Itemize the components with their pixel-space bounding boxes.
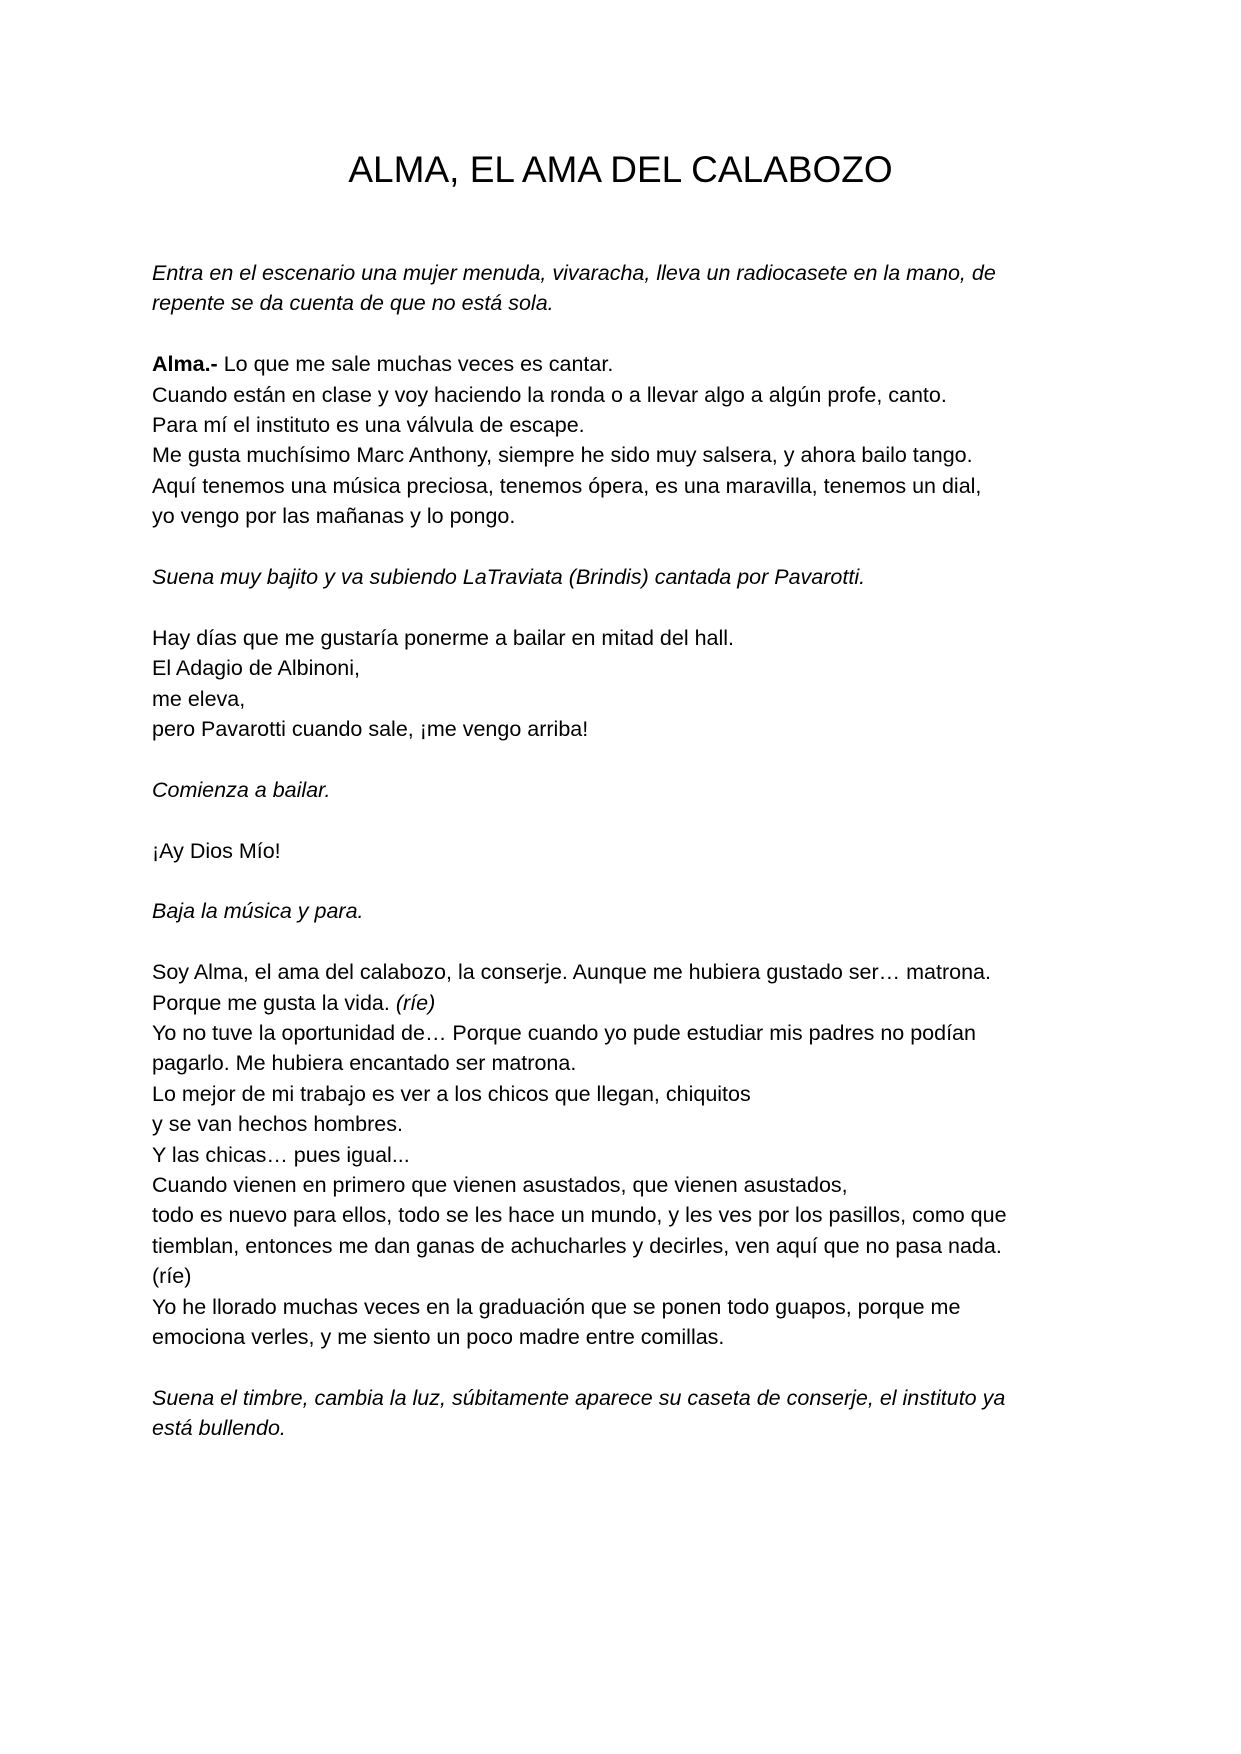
- paragraph-gap: [152, 319, 1072, 349]
- speech-line: Soy Alma, el ama del calabozo, la conserje. Aunque me hubiera gustado ser… matrona.: [152, 960, 991, 985]
- stage-direction-line: Entra en el escenario una mujer menuda, vivaracha, lleva un radiocasete en la mano, de: [152, 261, 996, 285]
- speech-line: Cuando están en clase y voy haciendo la ronda o a llevar algo a algún profe, canto.: [152, 382, 947, 407]
- speech-text: Porque me gusta la vida.: [152, 990, 396, 1015]
- speech-line: Yo he llorado muchas veces en la graduación que se ponen todo guapos, porque me: [152, 1294, 961, 1319]
- speech-line: me eleva,: [152, 686, 246, 711]
- speech-line: y se van hechos hombres.: [152, 1112, 403, 1137]
- paragraph-gap: [152, 744, 1072, 774]
- speech-line: tiemblan, entonces me dan ganas de achucharles y decirles, ven aquí que no pasa nada.: [152, 1233, 1002, 1258]
- speech-line: Y las chicas… pues igual...: [152, 1142, 410, 1167]
- speech-line: Cuando vienen en primero que vienen asustados, que vienen asustados,: [152, 1173, 848, 1198]
- stage-direction-line: Suena el timbre, cambia la luz, súbitamente aparece su caseta de conserje, el instituto ya: [152, 1385, 1006, 1410]
- speech-line: ¡Ay Dios Mío!: [152, 838, 281, 863]
- speech-line: yo vengo por las mañanas y lo pongo.: [152, 504, 516, 529]
- paragraph-gap: [152, 592, 1072, 622]
- speaker-name: Alma.-: [152, 352, 218, 377]
- stage-direction-line: repente se da cuenta de que no está sola.: [152, 291, 554, 316]
- script-body: [152, 258, 1072, 1444]
- paragraph-gap: [152, 866, 1072, 896]
- stage-direction-line: Comienza a bailar.: [152, 777, 331, 802]
- speech-text: Lo que me sale muchas veces es cantar.: [217, 352, 614, 377]
- speech-line: todo es nuevo para ellos, todo se les hace un mundo, y les ves por los pasillos, como que: [152, 1203, 1007, 1228]
- paragraph-gap: [152, 1353, 1072, 1383]
- paragraph-gap: [152, 927, 1072, 957]
- speech-line: Hay días que me gustaría ponerme a bailar en mitad del hall.: [152, 625, 735, 650]
- stage-direction-line: Suena muy bajito y va subiendo LaTraviata (Brindis) cantada por Pavarotti.: [152, 565, 866, 590]
- stage-direction-line: está bullendo.: [152, 1416, 286, 1441]
- page-title: ALMA, EL AMA DEL CALABOZO: [348, 149, 893, 190]
- speech-line: Me gusta muchísimo Marc Anthony, siempre he sido muy salsera, y ahora bailo tango.: [152, 443, 973, 468]
- speech-line: Lo mejor de mi trabajo es ver a los chicos que llegan, chiquitos: [152, 1081, 751, 1106]
- speech-line: Aquí tenemos una música preciosa, tenemos ópera, es una maravilla, tenemos un dial,: [152, 473, 982, 498]
- speech-line: [152, 988, 1072, 1018]
- speech-line: (ríe): [152, 1264, 192, 1289]
- speech-line: [152, 349, 1072, 379]
- paragraph-gap: [152, 805, 1072, 835]
- stage-aside: (ríe): [395, 990, 436, 1015]
- speech-line: pero Pavarotti cuando sale, ¡me vengo arriba!: [152, 717, 589, 742]
- speech-line: Para mí el instituto es una válvula de escape.: [152, 413, 585, 438]
- speech-line: Yo no tuve la oportunidad de… Porque cuando yo pude estudiar mis padres no podían: [152, 1021, 976, 1046]
- paragraph-gap: [152, 532, 1072, 562]
- speech-line: pagarlo. Me hubiera encantado ser matrona.: [152, 1051, 577, 1076]
- speech-line: El Adagio de Albinoni,: [152, 656, 360, 681]
- stage-direction-line: Baja la música y para.: [152, 899, 364, 924]
- speech-line: emociona verles, y me siento un poco madre entre comillas.: [152, 1325, 725, 1350]
